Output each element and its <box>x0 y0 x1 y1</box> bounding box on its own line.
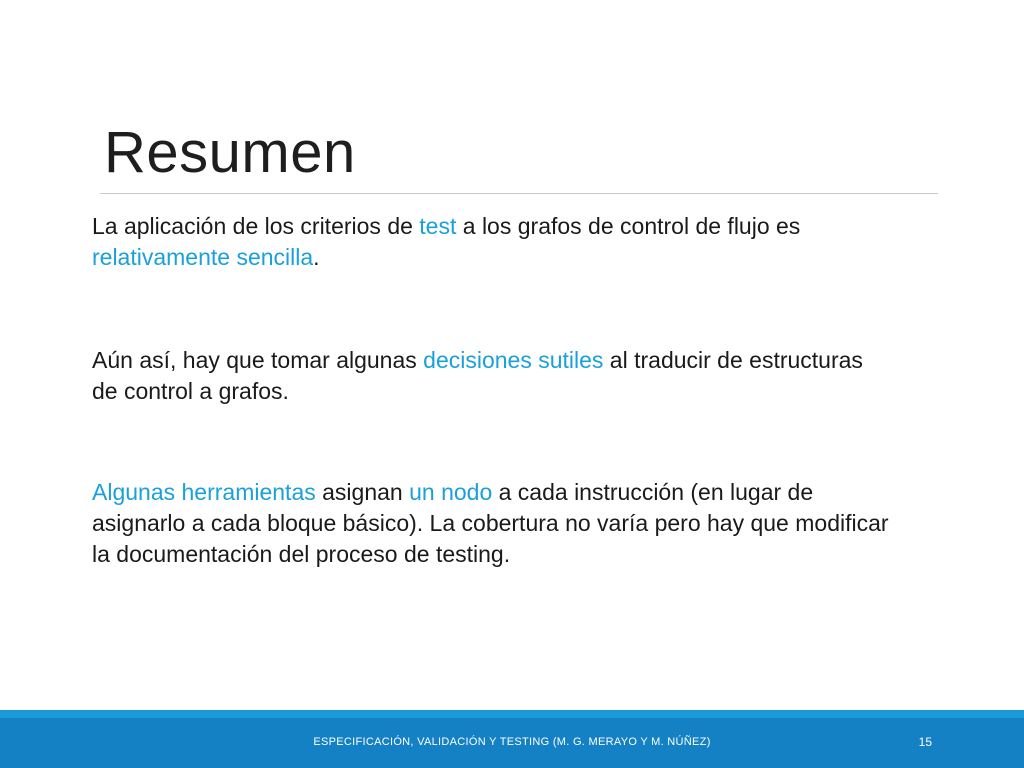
body-text-run: a cada instrucción (en lugar de asignarlo a cada bloque básico). La cobertura no varía pero hay que modificar la documentación del proceso de testing. <box>92 479 889 567</box>
paragraph-3 <box>92 477 892 570</box>
body-text-run: asignan <box>315 479 410 505</box>
title-divider <box>100 193 938 194</box>
highlighted-text: decisiones sutiles <box>423 347 604 373</box>
paragraph-1 <box>92 211 892 273</box>
body-text-run: a los grafos de control de flujo es <box>456 213 801 239</box>
body-text-run: La aplicación de los criterios de <box>92 213 420 239</box>
slide-title: Resumen <box>104 120 356 185</box>
body-text-run: al traducir de estructuras de control a grafos. <box>92 347 863 404</box>
body-text-run: . <box>313 244 320 270</box>
footer-accent-band <box>0 710 1024 718</box>
highlighted-text: test <box>419 213 457 239</box>
body-text-run: Aún así, hay que tomar algunas <box>92 347 424 373</box>
highlighted-text: Algunas herramientas <box>92 479 316 505</box>
highlighted-text: un nodo <box>409 479 493 505</box>
footer-text: ESPECIFICACIÓN, VALIDACIÓN Y TESTING (M. G. MERAYO Y M. NÚÑEZ) <box>313 736 711 748</box>
footer-band <box>0 718 1024 768</box>
page-number: 15 <box>918 735 932 749</box>
paragraph-2 <box>92 345 892 407</box>
highlighted-text: relativamente sencilla <box>92 244 314 270</box>
